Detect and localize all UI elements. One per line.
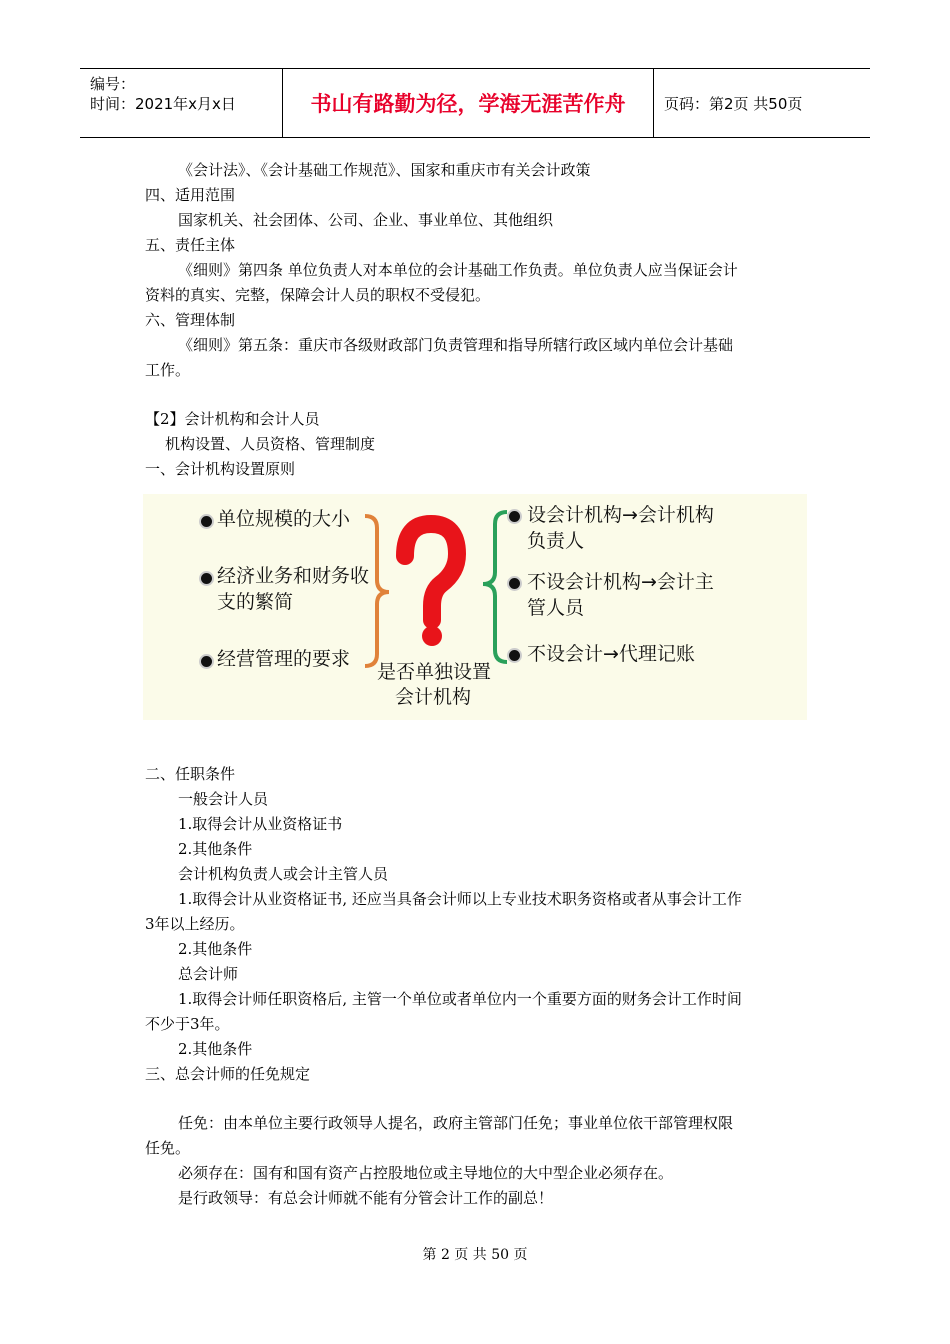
bullet-icon: [507, 576, 522, 591]
diagram-right-item: 设会计机构→会计机构: [527, 504, 714, 526]
text-line: 任免。: [145, 1139, 191, 1157]
diagram-center-label: 是否单独设置: [377, 661, 492, 683]
diagram-left-item: 经济业务和财务收: [217, 565, 370, 587]
left-brace: [365, 516, 389, 666]
text-line: 是行政领导：有总会计师就不能有分管会计工作的副总！: [178, 1189, 554, 1207]
header-meta: [80, 69, 282, 137]
section-heading: 四、适用范围: [145, 186, 236, 204]
text-line: 一般会计人员: [178, 790, 269, 808]
diagram-right-item: 不设会计→代理记账: [527, 643, 695, 665]
number-label: 编号：: [90, 75, 136, 93]
diagram-center-label: 会计机构: [395, 686, 472, 708]
text-line: 会计机构负责人或会计主管人员: [178, 865, 389, 883]
header-motto: 书山有路勤为径，学海无涯苦作舟: [282, 69, 654, 137]
diagram-left-item: 经营管理的要求: [217, 648, 351, 670]
text-line: 必须存在：国有和国有资产占控股地位或主导地位的大中型企业必须存在。: [178, 1164, 674, 1182]
diagram-left-item: 单位规模的大小: [217, 508, 351, 530]
text-line: 2.其他条件: [178, 1040, 253, 1058]
diagram-graphics: [143, 494, 807, 720]
section-heading: 三、总会计师的任免规定: [145, 1065, 311, 1083]
text-line: 机构设置、人员资格、管理制度: [165, 435, 376, 453]
text-line: 《会计法》、《会计基础工作规范》、国家和重庆市有关会计政策: [178, 161, 591, 179]
text-line: 不少于3年。: [145, 1015, 230, 1033]
diagram-right-item: 不设会计机构→会计主: [527, 571, 714, 593]
text-line: 国家机关、社会团体、公司、企业、事业单位、其他组织: [178, 211, 554, 229]
text-line: 总会计师: [178, 965, 239, 983]
text-line: 1.取得会计师任职资格后, 主管一个单位或者单位内一个重要方面的财务会计工作时间: [178, 990, 742, 1008]
text-line: 2.其他条件: [178, 840, 253, 858]
time-label: 时间：2021年x月x日: [90, 95, 236, 113]
text-line: 3年以上经历。: [145, 915, 245, 933]
text-line: 资料的真实、完整，保障会计人员的职权不受侵犯。: [145, 286, 491, 304]
text-line: 《细则》第四条 单位负责人对本单位的会计基础工作负责。单位负责人应当保证会计: [178, 261, 738, 279]
org-setup-diagram: [143, 494, 807, 720]
text-line: 《细则》第五条：重庆市各级财政部门负责管理和指导所辖行政区域内单位会计基础: [178, 336, 734, 354]
diagram-right-item: 管人员: [527, 597, 585, 619]
text-line: 工作。: [145, 361, 191, 379]
text-line: 1.取得会计从业资格证书: [178, 815, 343, 833]
right-brace: [483, 512, 507, 662]
page-footer: 第 2 页 共 50 页: [422, 1247, 528, 1263]
section-heading: 六、管理体制: [145, 311, 236, 329]
text-line: 任免：由本单位主要行政领导人提名，政府主管部门任免；事业单位依干部管理权限: [178, 1114, 734, 1132]
question-mark-icon: [405, 524, 457, 646]
text-line: 2.其他条件: [178, 940, 253, 958]
page-header: [80, 68, 870, 138]
diagram-right-item: 负责人: [527, 530, 585, 552]
diagram-left-item: 支的繁简: [217, 591, 294, 613]
bullet-icon: [507, 648, 522, 663]
section-heading: 五、责任主体: [145, 236, 236, 254]
section-heading: 【2】会计机构和会计人员: [145, 410, 320, 428]
section-heading: 二、任职条件: [145, 765, 236, 783]
bullet-icon: [507, 509, 522, 524]
section-heading: 一、会计机构设置原则: [145, 460, 296, 478]
text-line: 1.取得会计从业资格证书, 还应当具备会计师以上专业技术职务资格或者从事会计工作: [178, 890, 742, 908]
header-page-info: 页码：第2页 共50页: [664, 94, 803, 113]
